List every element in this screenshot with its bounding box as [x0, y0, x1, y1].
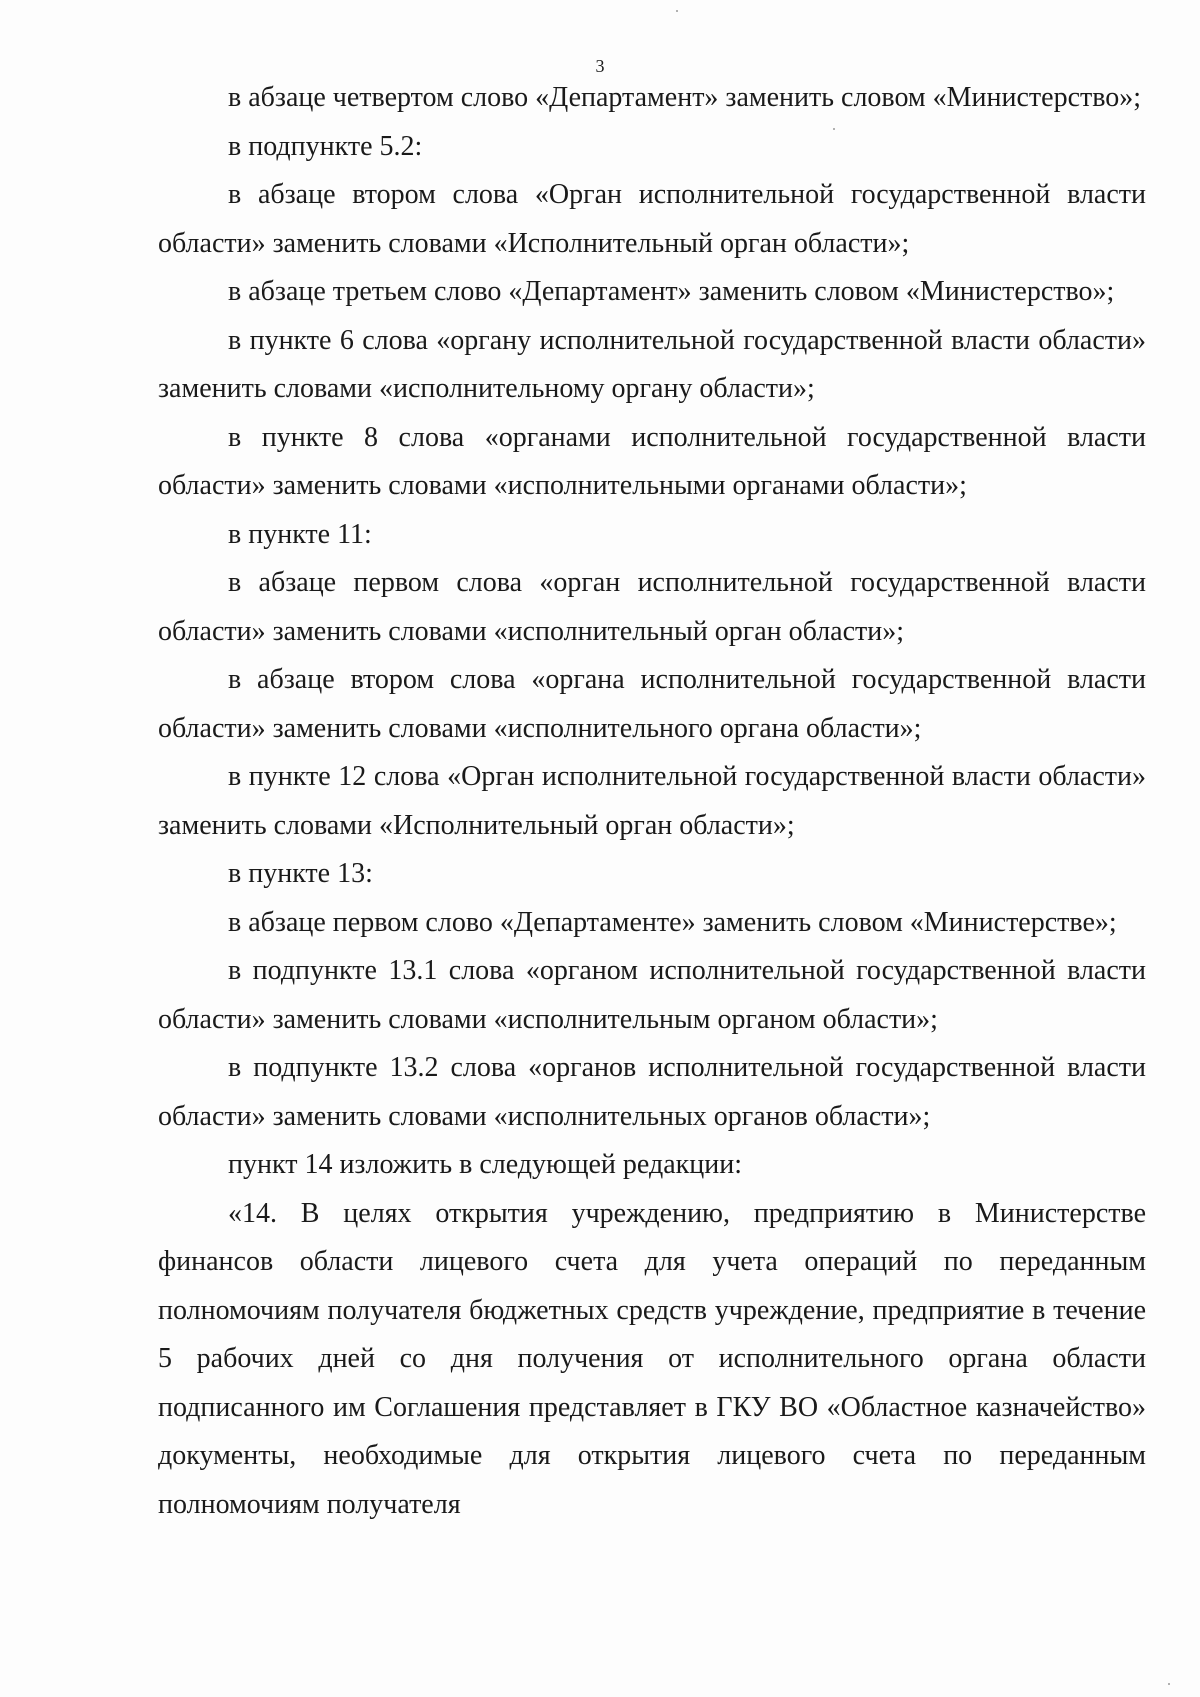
paragraph: «14. В целях открытия учреждению, предприятию в Министерстве финансов области лицевого счета для учета операций по переданным полномочиям получателя бюджетных средств учреждение, предприятие в течение 5 рабочих дней со дня получения от исполнительного органа области подписанного им Соглашения представляет в ГКУ ВО «Областное казначейство» документы, необходимые для открытия лицевого счета по переданным полномочиям получателя: [158, 1197, 1146, 1520]
page-number: 3: [595, 56, 605, 76]
paragraph: пункт 14 изложить в следующей редакции:: [228, 1149, 742, 1180]
paragraph: в пункте 6 слова «органу исполнительной государственной власти области» заменить словами «исполнительному органу области»;: [158, 324, 1146, 404]
document-body: [158, 74, 1146, 1529]
paragraph: в пункте 13:: [228, 858, 373, 889]
paragraph: в пункте 12 слова «Орган исполнительной государственной власти области» заменить словами «Исполнительный орган области»;: [158, 761, 1146, 841]
paragraph: в абзаце первом слово «Департаменте» заменить словом «Министерстве»;: [228, 906, 1117, 938]
paragraph: в пункте 11:: [228, 518, 372, 550]
paragraph: в абзаце втором слова «органа исполнительной государственной власти области» заменить словами «исполнительного органа области»;: [158, 664, 1146, 744]
paragraph: в подпункте 13.2 слова «органов исполнительной государственной власти области» заменить словами «исполнительных органов области»;: [158, 1052, 1146, 1132]
paragraph: в абзаце втором слова «Орган исполнительной государственной власти области» заменить словами «Исполнительный орган области»;: [158, 179, 1146, 259]
paragraph: в подпункте 5.2:: [228, 130, 423, 162]
paragraph: в абзаце первом слова «орган исполнительной государственной власти области» заменить словами «исполнительный орган области»;: [158, 567, 1146, 647]
paragraph: в пункте 8 слова «органами исполнительной государственной власти области» заменить словами «исполнительными органами области»;: [158, 421, 1146, 501]
paragraph: в абзаце третьем слово «Департамент» заменить словом «Министерство»;: [228, 276, 1115, 307]
scan-speck: [1168, 1683, 1170, 1685]
paragraph: в подпункте 13.1 слова «органом исполнительной государственной власти области» заменить словами «исполнительным органом области»;: [158, 955, 1146, 1035]
paragraph: в абзаце четвертом слово «Департамент» заменить словом «Министерство»;: [228, 82, 1142, 113]
scan-speck: [676, 10, 678, 12]
scan-speck: [833, 128, 835, 130]
